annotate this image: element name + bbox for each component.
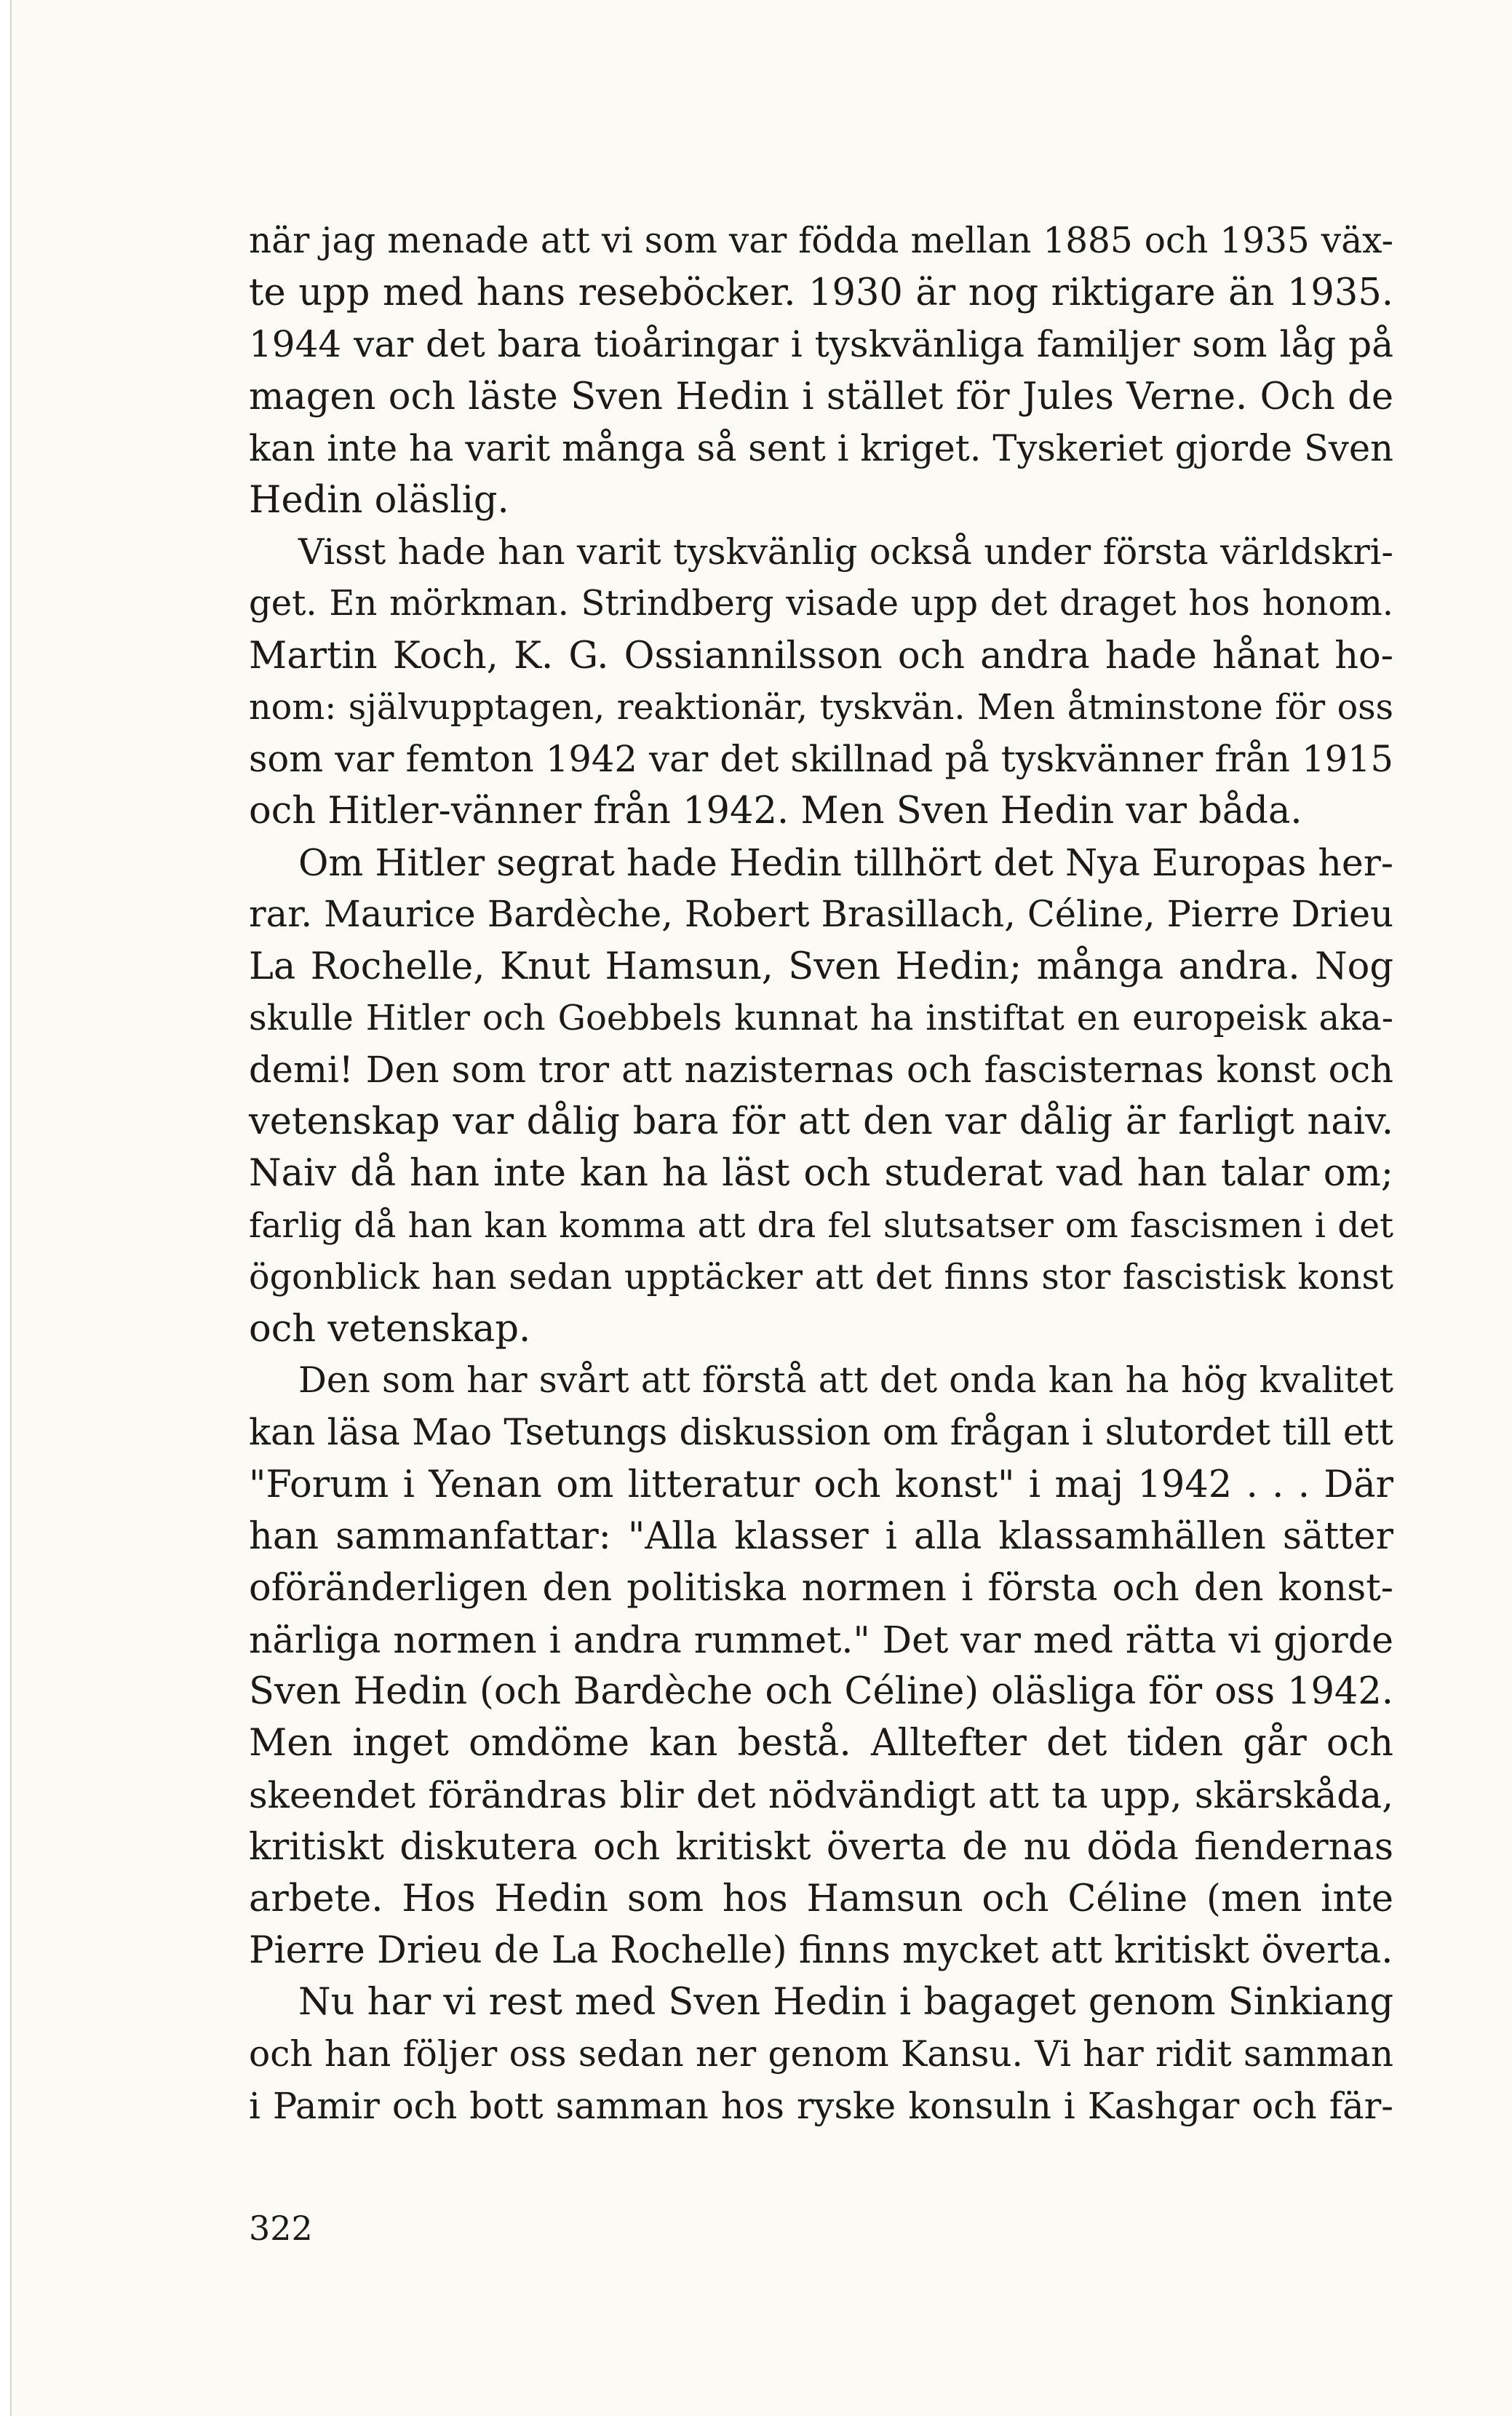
text-line: demi! Den som tror att nazisternas och fascisternas konst och: [249, 1049, 1393, 1091]
text-line: La Rochelle, Knut Hamsun, Sven Hedin; många andra. Nog: [249, 945, 1393, 988]
text-line: Den som har svårt att förstå att det onda kan ha hög kvalitet: [298, 1360, 1393, 1402]
text-line: Pierre Drieu de La Rochelle) finns mycket att kritiskt överta.: [249, 1929, 1393, 1973]
text-line: Martin Koch, K. G. Ossiannilsson och andra hade hånat ho-: [249, 634, 1393, 677]
text-line: vetenskap var dålig bara för att den var dålig är farligt naiv.: [249, 1100, 1393, 1144]
text-line: 1944 var det bara tioåringar i tyskvänliga familjer som låg på: [249, 323, 1393, 366]
text-line: farlig då han kan komma att dra fel slutsatser om fascismen i det: [249, 1205, 1393, 1246]
text-line: som var femton 1942 var det skillnad på tyskvänner från 1915: [249, 737, 1393, 780]
text-line: kan inte ha varit många så sent i kriget. Tyskeriet gjorde Sven: [249, 426, 1393, 469]
text-line: Om Hitler segrat hade Hedin tillhört det Nya Europas her-: [298, 841, 1393, 885]
text-line: närliga normen i andra rummet." Det var med rätta vi gjorde: [249, 1618, 1393, 1662]
text-line: och vetenskap.: [249, 1307, 531, 1351]
text-line: Visst hade han varit tyskvänlig också under första världskri-: [298, 531, 1393, 573]
body-text: [249, 215, 1393, 2132]
text-line: och han följer oss sedan ner genom Kansu. Vi har ridit samman: [249, 2033, 1393, 2075]
text-line: när jag menade att vi som var födda mellan 1885 och 1935 väx-: [249, 220, 1393, 261]
book-page: [10, 0, 1512, 2416]
text-line: oföränderligen den politiska normen i första och den konst-: [249, 1566, 1393, 1610]
text-line: "Forum i Yenan om litteratur och konst" i maj 1942 . . . Där: [249, 1463, 1393, 1506]
text-line: kritiskt diskutera och kritiskt överta de nu döda fiendernas: [249, 1825, 1393, 1869]
text-line: Hedin oläslig.: [249, 478, 509, 522]
page-number: 322: [249, 2209, 313, 2248]
text-line: Nu har vi rest med Sven Hedin i bagaget genom Sinkiang: [298, 1981, 1393, 2024]
text-line: han sammanfattar: "Alla klasser i alla klassamhällen sätter: [249, 1514, 1393, 1558]
text-line: Men inget omdöme kan bestå. Alltefter det tiden går och: [249, 1722, 1393, 1765]
text-line: te upp med hans reseböcker. 1930 är nog riktigare än 1935.: [249, 271, 1393, 315]
text-line: nom: självupptagen, reaktionär, tyskvän. Men åtminstone för oss: [249, 687, 1393, 728]
text-line: kan läsa Mao Tsetungs diskussion om frågan i slutordet till ett: [249, 1411, 1393, 1454]
text-line: Naiv då han inte kan ha läst och studerat vad han talar om;: [249, 1152, 1393, 1196]
text-line: rar. Maurice Bardèche, Robert Brasillach, Céline, Pierre Drieu: [249, 893, 1393, 936]
text-line: get. En mörkman. Strindberg visade upp det draget hos honom.: [249, 583, 1393, 624]
text-line: ögonblick han sedan upptäcker att det finns stor fascistisk konst: [249, 1257, 1393, 1298]
text-line: och Hitler-vänner från 1942. Men Sven Hedin var båda.: [249, 790, 1302, 833]
text-line: i Pamir och bott samman hos ryske konsuln i Kashgar och fär-: [249, 2084, 1393, 2127]
text-line: skulle Hitler och Goebbels kunnat ha instiftat en europeisk aka-: [249, 997, 1393, 1038]
text-line: magen och läste Sven Hedin i stället för Jules Verne. Och de: [249, 375, 1393, 418]
text-line: skeendet förändras blir det nödvändigt att ta upp, skärskåda,: [249, 1773, 1393, 1816]
text-line: Sven Hedin (och Bardèche och Céline) oläsliga för oss 1942.: [249, 1670, 1393, 1714]
text-line: arbete. Hos Hedin som hos Hamsun och Céline (men inte: [249, 1877, 1393, 1920]
